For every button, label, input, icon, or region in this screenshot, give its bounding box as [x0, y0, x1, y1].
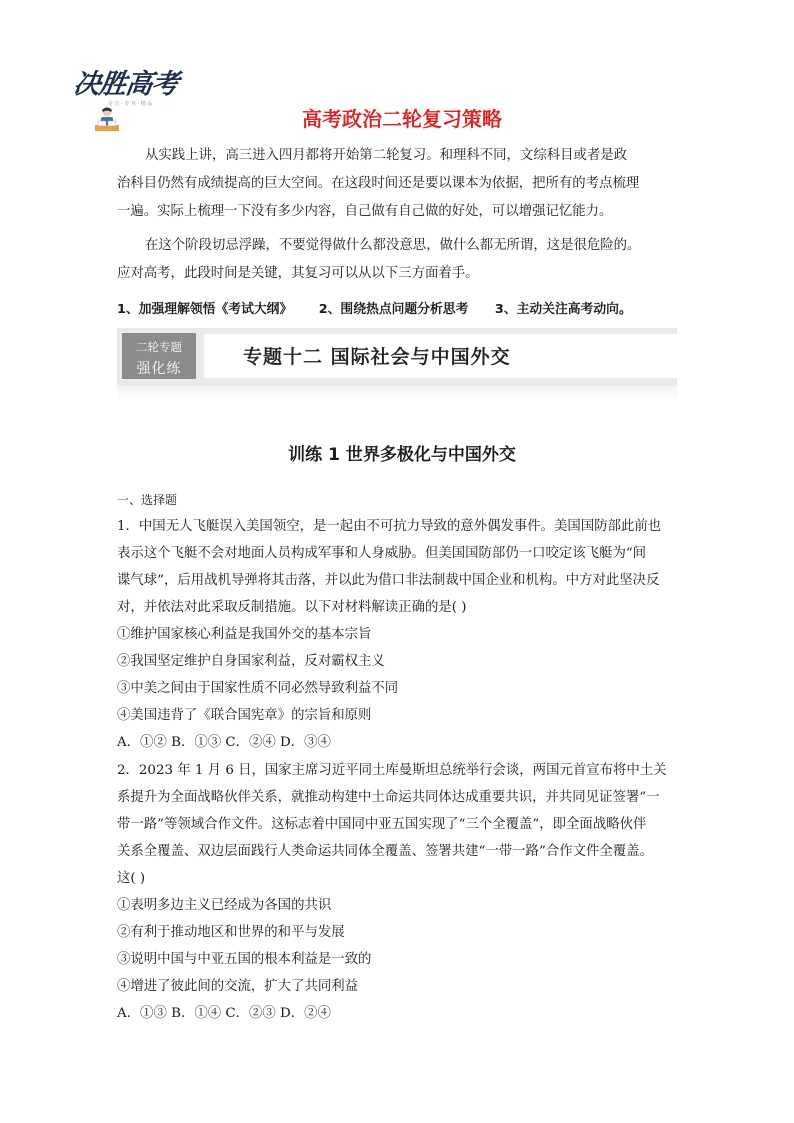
logo-subtitle: 专 注 · 专 业 · 精 品 — [108, 101, 153, 107]
question-option: ②我国坚定维护自身国家利益，反对霸权主义 — [117, 654, 385, 669]
page-title: 高考政治二轮复习策略 — [302, 107, 502, 131]
banner-shadow — [117, 386, 677, 402]
intro-line: 一遍。实际上梳理一下没有多少内容，自己做有自己做的好处，可以增强记忆能力。 — [117, 204, 613, 219]
question-option: ②有利于推动地区和世界的和平与发展 — [117, 925, 345, 940]
warning-line: 应对高考，此段时间是关键，其复习可以从以下三方面着手。 — [117, 266, 479, 281]
question-option: ①维护国家核心利益是我国外交的基本宗旨 — [117, 627, 372, 642]
question-option: ①表明多边主义已经成为各国的共识 — [117, 898, 332, 913]
warning-line: 在这个阶段切忌浮躁，不要觉得做什么都没意思，做什么都无所谓，这是很危险的。 — [145, 238, 641, 253]
question-option: ③说明中国与中亚五国的根本利益是一致的 — [117, 952, 372, 967]
training-title: 训练 1 世界多极化与中国外交 — [288, 445, 516, 465]
question-stem-line: 系提升为全面战略伙伴关系，就推动构建中土命运共同体达成重要共识，并共同见证签署“一 — [117, 790, 660, 805]
answer-choices: A．①② B．①③ C．②④ D．③④ — [117, 735, 331, 750]
question-stem-line: 这( ) — [117, 871, 146, 886]
strategy-item: 2、围绕热点问题分析思考 — [318, 302, 469, 317]
warning-paragraph — [117, 232, 680, 288]
question-option: ③中美之间由于国家性质不同必然导致利益不同 — [117, 681, 399, 696]
question-stem-line: 2．2023 年 1 月 6 日，国家主席习近平同土库曼斯坦总统举行会谈，两国元首宣布将中土关 — [117, 763, 667, 778]
intro-paragraph — [117, 142, 680, 226]
topic-banner — [117, 328, 677, 386]
question-stem-line: 关系全覆盖、双边层面践行人类命运共同体全覆盖、签署共建“一带一路”合作文件全覆盖。 — [117, 844, 653, 859]
badge-top-text: 二轮专题 — [136, 340, 182, 354]
badge-bottom-text: 强化练 — [136, 361, 182, 377]
topic-badge — [122, 333, 196, 379]
logo-text: 决胜高考 — [71, 69, 180, 100]
strategy-item: 1、加强理解领悟《考试大纲》 — [117, 302, 293, 317]
question-stem-line: 谍气球”，后用战机导弹将其击落，并以此为借口非法制裁中国企业和机构。中方对此坚决反 — [117, 573, 660, 588]
question-stem-line: 1．中国无人飞艇误入美国领空，是一起由不可抗力导致的意外偶发事件。美国国防部此前也 — [117, 519, 662, 534]
strategy-list — [117, 298, 654, 317]
question-stem-line: 带一路”等领域合作文件。这标志着中国同中亚五国实现了“三个全覆盖”，即全面战略伙伴 — [117, 817, 647, 832]
question-stem-line: 表示这个飞艇不会对地面人员构成军事和人身威胁。但美国国防部仍一口咬定该飞艇为“间 — [117, 546, 647, 561]
answer-choices: A．①③ B．①④ C．②③ D．②④ — [117, 1006, 331, 1021]
question-1 — [117, 513, 680, 756]
intro-line: 治科目仍然有成绩提高的巨大空间。在这段时间还是要以课本为依据，把所有的考点梳理 — [117, 176, 640, 191]
strategy-item: 3、主动关注高考动向。 — [494, 302, 632, 317]
topic-title: 专题十二 国际社会与中国外交 — [243, 346, 511, 368]
question-option: ④增进了彼此间的交流，扩大了共同利益 — [117, 979, 359, 994]
question-stem-line: 对，并依法对此采取反制措施。以下对材料解读正确的是( ) — [117, 600, 467, 615]
question-option: ④美国违背了《联合国宪章》的宗旨和原则 — [117, 708, 372, 723]
section-label: 一、选择题 — [117, 493, 178, 507]
question-2 — [117, 757, 680, 1027]
intro-line: 从实践上讲，高三进入四月都将开始第二轮复习。和理科不同，文综科目或者是政 — [145, 148, 628, 163]
